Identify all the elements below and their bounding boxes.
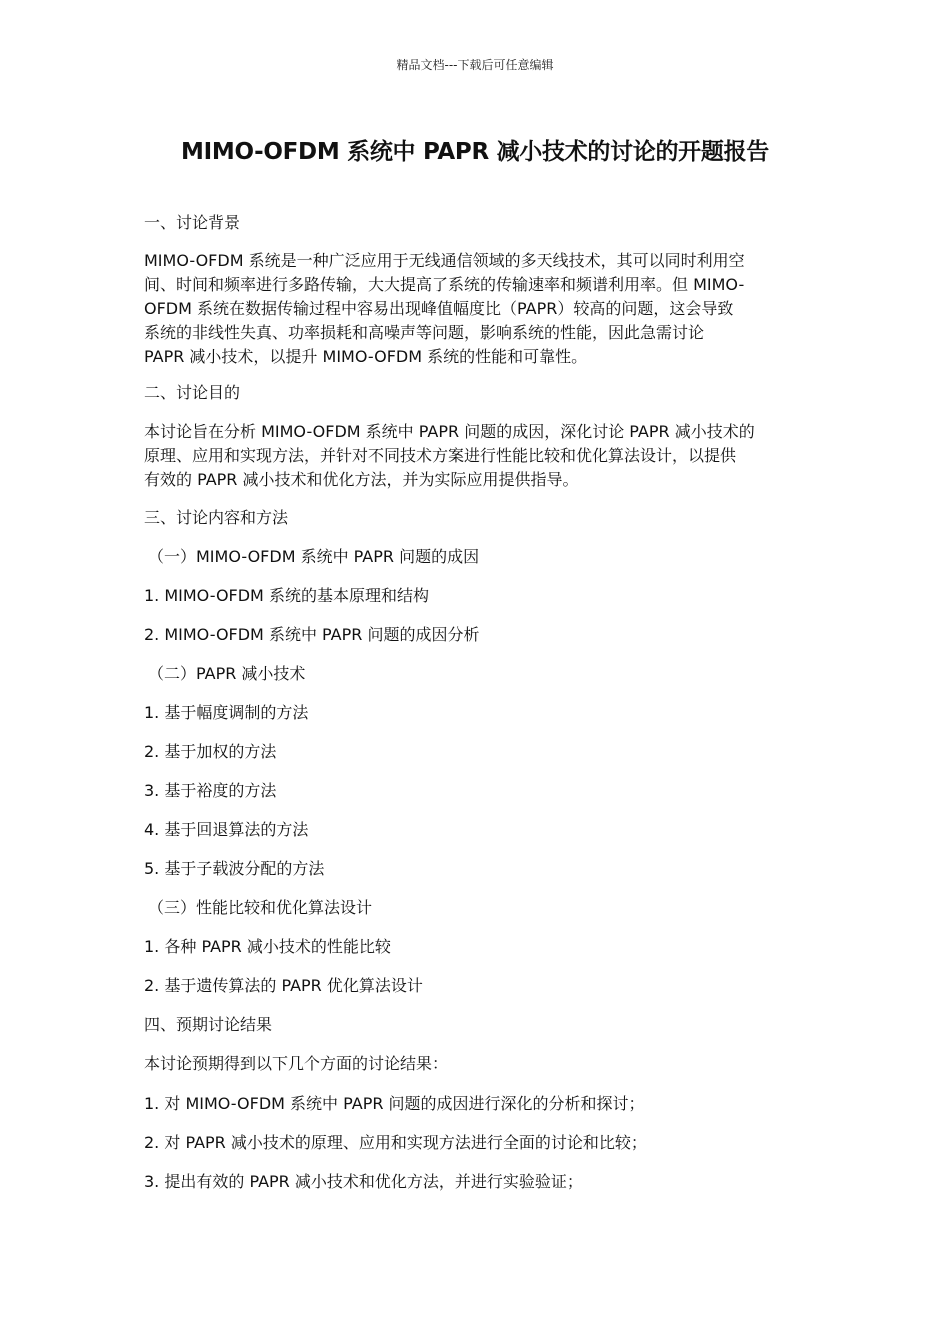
list-item: 2. 基于加权的方法 — [144, 742, 277, 761]
section-heading-expected-results: 四、预期讨论结果 — [144, 1015, 273, 1034]
paragraph-results-intro: 本讨论预期得到以下几个方面的讨论结果： — [144, 1054, 449, 1073]
subsection-heading-comparison: （三）性能比较和优化算法设计 — [148, 898, 373, 917]
paragraph-line: MIMO-OFDM 系统是一种广泛应用于无线通信领域的多天线技术，其可以同时利用空 — [144, 251, 745, 270]
list-item: 1. 基于幅度调制的方法 — [144, 703, 309, 722]
page-header: 精品文档---下载后可任意编辑 — [396, 58, 554, 72]
section-heading-background: 一、讨论背景 — [144, 213, 241, 232]
subsection-heading-techniques: （二）PAPR 减小技术 — [148, 664, 306, 683]
paragraph-line: 有效的 PAPR 减小技术和优化方法，并为实际应用提供指导。 — [144, 470, 579, 489]
list-item: 2. MIMO-OFDM 系统中 PAPR 问题的成因分析 — [144, 625, 480, 644]
list-item: 5. 基于子载波分配的方法 — [144, 859, 325, 878]
list-item: 4. 基于回退算法的方法 — [144, 820, 309, 839]
subsection-heading-causes: （一）MIMO-OFDM 系统中 PAPR 问题的成因 — [148, 547, 480, 566]
paragraph-purpose — [144, 420, 808, 492]
list-item: 3. 基于裕度的方法 — [144, 781, 277, 800]
list-item: 3. 提出有效的 PAPR 减小技术和优化方法，并进行实验验证； — [144, 1172, 583, 1191]
list-item: 1. 对 MIMO-OFDM 系统中 PAPR 问题的成因进行深化的分析和探讨； — [144, 1094, 645, 1113]
list-item: 2. 对 PAPR 减小技术的原理、应用和实现方法进行全面的讨论和比较； — [144, 1133, 647, 1152]
list-item: 1. 各种 PAPR 减小技术的性能比较 — [144, 937, 391, 956]
document-title: MIMO-OFDM 系统中 PAPR 减小技术的讨论的开题报告 — [181, 139, 769, 165]
paragraph-line: PAPR 减小技术，以提升 MIMO-OFDM 系统的性能和可靠性。 — [144, 347, 588, 366]
section-heading-content-methods: 三、讨论内容和方法 — [144, 508, 289, 527]
section-heading-purpose: 二、讨论目的 — [144, 383, 241, 402]
list-item: 2. 基于遗传算法的 PAPR 优化算法设计 — [144, 976, 423, 995]
paragraph-line: 系统的非线性失真、功率损耗和高噪声等问题，影响系统的性能，因此急需讨论 — [144, 323, 705, 342]
paragraph-line: 本讨论旨在分析 MIMO-OFDM 系统中 PAPR 问题的成因，深化讨论 PAPR 减小技术的 — [144, 422, 755, 441]
paragraph-line: 原理、应用和实现方法，并针对不同技术方案进行性能比较和优化算法设计，以提供 — [144, 446, 737, 465]
paragraph-line: 间、时间和频率进行多路传输，大大提高了系统的传输速率和频谱利用率。但 MIMO- — [144, 275, 745, 294]
paragraph-line: OFDM 系统在数据传输过程中容易出现峰值幅度比（PAPR）较高的问题，这会导致 — [144, 299, 734, 318]
list-item: 1. MIMO-OFDM 系统的基本原理和结构 — [144, 586, 429, 605]
paragraph-background — [144, 249, 808, 369]
